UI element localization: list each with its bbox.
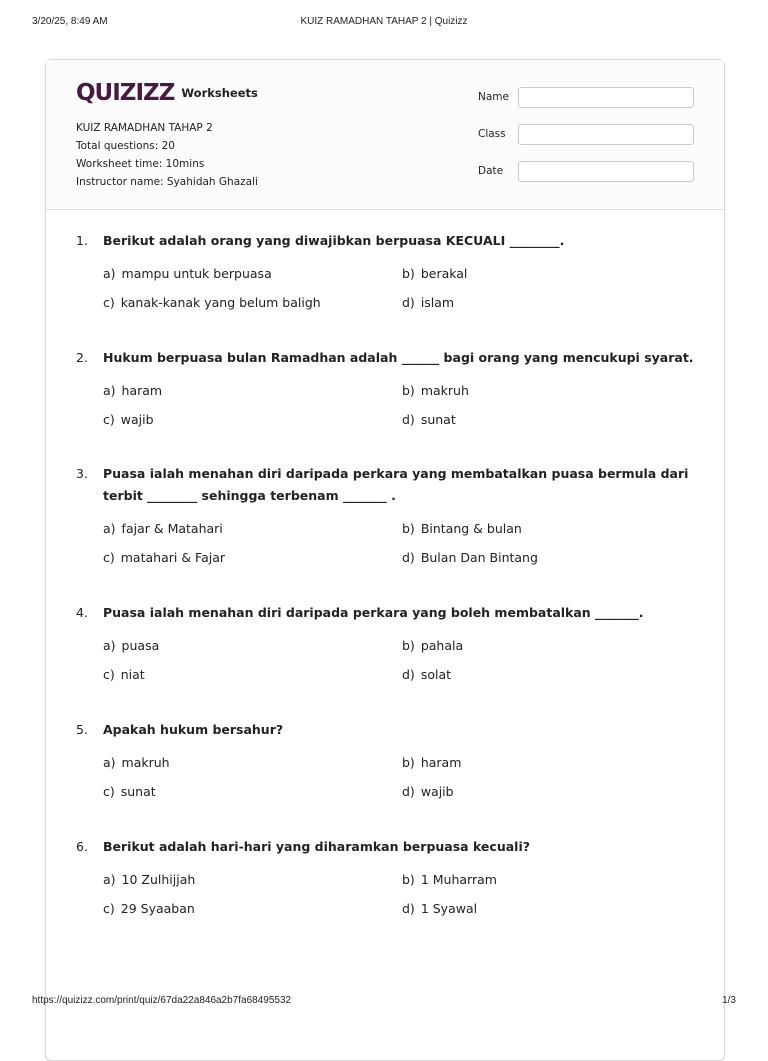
option-d	[402, 667, 451, 683]
instructor-name: Instructor name: Syahidah Ghazali	[76, 176, 258, 188]
option-letter: a)	[103, 521, 116, 536]
option-b	[402, 266, 467, 282]
print-footer	[32, 995, 736, 1006]
option-list	[103, 755, 696, 799]
option-list	[103, 266, 696, 310]
option-text: haram	[420, 755, 462, 770]
option-letter: d)	[402, 550, 415, 565]
name-label: Name	[478, 91, 509, 103]
option-d	[402, 784, 454, 800]
logo-subtitle: Worksheets	[181, 86, 258, 100]
class-field-row	[478, 123, 694, 145]
option-d	[402, 295, 454, 311]
option-text: matahari & Fajar	[120, 550, 226, 565]
question-text: Puasa ialah menahan diri daripada perkara yang membatalkan puasa bermula dari terbit ________ sehingga terbenam _______ .	[103, 466, 689, 503]
option-letter: c)	[103, 784, 115, 799]
option-d	[402, 412, 456, 428]
option-text: sunat	[120, 784, 156, 799]
worksheet-time: Worksheet time: 10mins	[76, 158, 205, 170]
option-c	[103, 412, 154, 428]
option-text: Bulan Dan Bintang	[420, 550, 538, 565]
option-b	[402, 755, 461, 771]
question-6	[76, 836, 696, 916]
option-text: puasa	[121, 638, 160, 653]
option-text: niat	[120, 667, 145, 682]
question-number: 3.	[76, 466, 88, 481]
question-number: 4.	[76, 605, 88, 620]
option-text: wajib	[420, 784, 454, 799]
option-list	[103, 383, 696, 427]
option-letter: d)	[402, 667, 415, 682]
question-text: Puasa ialah menahan diri daripada perkara yang boleh membatalkan _______.	[103, 605, 644, 620]
option-text: Bintang & bulan	[420, 521, 522, 536]
option-letter: a)	[103, 638, 116, 653]
name-field[interactable]	[518, 87, 694, 108]
question-3	[76, 463, 696, 565]
question-number: 1.	[76, 233, 88, 248]
date-label: Date	[478, 165, 504, 177]
option-text: 1 Syawal	[420, 901, 478, 916]
option-c	[103, 784, 156, 800]
question-number: 6.	[76, 839, 88, 854]
option-text: solat	[420, 667, 452, 682]
class-field[interactable]	[518, 124, 694, 145]
option-text: fajar & Matahari	[121, 521, 223, 536]
option-letter: a)	[103, 383, 116, 398]
worksheet-header	[46, 60, 724, 210]
option-list	[103, 638, 696, 682]
quizizz-logo	[76, 80, 258, 106]
logo-wordmark: QUIZIZZ	[76, 80, 175, 106]
option-letter: a)	[103, 872, 116, 887]
option-c	[103, 667, 145, 683]
option-letter: b)	[402, 521, 415, 536]
print-url[interactable]: https://quizizz.com/print/quiz/67da22a846a2b7fa68495532	[32, 995, 292, 1006]
option-text: 10 Zulhijjah	[121, 872, 196, 887]
question-text: Berikut adalah hari-hari yang diharamkan berpuasa kecuali?	[103, 839, 530, 854]
question-text: Berikut adalah orang yang diwajibkan berpuasa KECUALI ________.	[103, 233, 565, 248]
option-letter: c)	[103, 901, 115, 916]
option-letter: c)	[103, 295, 115, 310]
option-text: kanak-kanak yang belum baligh	[120, 295, 321, 310]
question-text: Apakah hukum bersahur?	[103, 722, 284, 737]
option-letter: a)	[103, 755, 116, 770]
option-d	[402, 550, 538, 566]
option-a	[103, 383, 162, 399]
option-letter: b)	[402, 266, 415, 281]
print-header	[32, 16, 736, 27]
name-field-row	[478, 86, 694, 108]
option-text: haram	[121, 383, 163, 398]
option-letter: a)	[103, 266, 116, 281]
option-a	[103, 872, 195, 888]
option-b	[402, 872, 497, 888]
student-fields	[478, 86, 694, 197]
option-text: 1 Muharram	[420, 872, 497, 887]
print-title: KUIZ RAMADHAN TAHAP 2 | Quizizz	[300, 16, 468, 27]
total-questions: Total questions: 20	[76, 140, 175, 152]
option-a	[103, 266, 272, 282]
date-field-row	[478, 160, 694, 182]
option-a	[103, 755, 170, 771]
option-text: sunat	[420, 412, 456, 427]
option-text: makruh	[420, 383, 469, 398]
worksheet-meta	[76, 119, 258, 191]
option-b	[402, 521, 522, 537]
option-letter: d)	[402, 901, 415, 916]
option-text: mampu untuk berpuasa	[121, 266, 272, 281]
worksheet-card	[45, 59, 725, 1061]
option-c	[103, 295, 321, 311]
class-label: Class	[478, 128, 506, 140]
question-2	[76, 347, 696, 427]
question-1	[76, 230, 696, 310]
print-datetime: 3/20/25, 8:49 AM	[32, 16, 108, 27]
option-list	[103, 872, 696, 916]
date-field[interactable]	[518, 161, 694, 182]
option-text: berakal	[420, 266, 468, 281]
option-d	[402, 901, 477, 917]
option-c	[103, 901, 195, 917]
option-a	[103, 521, 223, 537]
question-5	[76, 719, 696, 799]
worksheet-title: KUIZ RAMADHAN TAHAP 2	[76, 122, 213, 134]
option-a	[103, 638, 159, 654]
option-b	[402, 383, 469, 399]
option-text: islam	[420, 295, 455, 310]
option-text: wajib	[120, 412, 154, 427]
question-number: 5.	[76, 722, 88, 737]
option-letter: b)	[402, 872, 415, 887]
option-letter: b)	[402, 383, 415, 398]
option-letter: d)	[402, 295, 415, 310]
option-b	[402, 638, 463, 654]
option-letter: c)	[103, 667, 115, 682]
option-letter: c)	[103, 550, 115, 565]
option-letter: d)	[402, 784, 415, 799]
option-letter: d)	[402, 412, 415, 427]
question-number: 2.	[76, 350, 88, 365]
question-4	[76, 602, 696, 682]
option-list	[103, 521, 696, 565]
option-c	[103, 550, 225, 566]
question-text: Hukum berpuasa bulan Ramadhan adalah ______ bagi orang yang mencukupi syarat.	[103, 350, 694, 365]
option-text: 29 Syaaban	[120, 901, 195, 916]
option-letter: b)	[402, 755, 415, 770]
option-letter: c)	[103, 412, 115, 427]
option-text: pahala	[420, 638, 464, 653]
page-number: 1/3	[722, 995, 736, 1006]
option-text: makruh	[121, 755, 170, 770]
option-letter: b)	[402, 638, 415, 653]
